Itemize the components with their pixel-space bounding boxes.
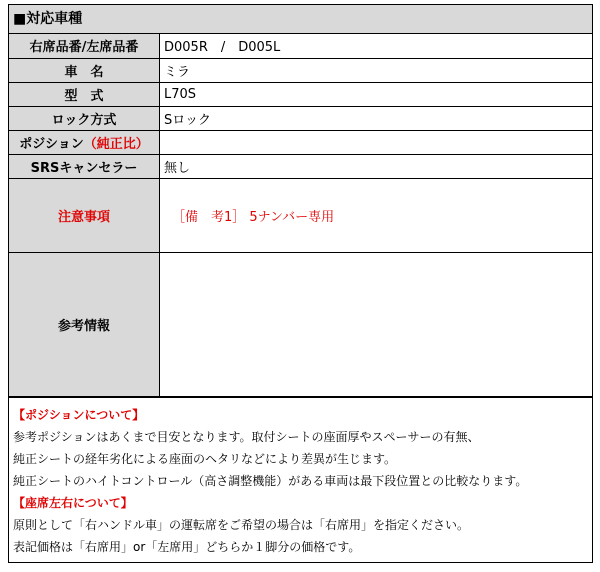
spec-table	[9, 34, 592, 397]
spec-row-part-number	[9, 34, 592, 58]
position-label	[9, 130, 160, 154]
car-name-label: 車 名	[9, 58, 160, 82]
caution-value: ［備 考1］ 5ナンバー専用	[160, 178, 593, 252]
notes-section	[9, 397, 592, 562]
spec-row-caution	[9, 178, 592, 252]
caution-label: 注意事項	[9, 178, 160, 252]
position-notes-heading: 【ポジションについて】	[13, 407, 145, 422]
seat-note-line: 原則として「右ハンドル車」の運転席をご希望の場合は「右席用」を指定ください。	[13, 517, 470, 532]
reference-value	[160, 252, 593, 396]
spec-row-lock-type	[9, 106, 592, 130]
sheet-title: ■対応車種	[9, 5, 592, 34]
seat-note-line: 表記価格は「右席用」or「左席用」どちらか１脚分の価格です。	[13, 539, 361, 554]
spec-row-car-name	[9, 58, 592, 82]
position-label-suffix: （純正比）	[83, 136, 149, 152]
reference-label: 参考情報	[9, 252, 160, 396]
position-label-text: ポジション	[19, 136, 84, 152]
lock-type-label: ロック方式	[9, 106, 160, 130]
position-value	[160, 130, 593, 154]
spec-row-model	[9, 82, 592, 106]
spec-row-reference	[9, 252, 592, 396]
position-note-line: 純正シートの経年劣化による座面のヘタリなどにより差異が生じます。	[13, 451, 397, 466]
lock-type-value: Sロック	[160, 106, 593, 130]
srs-value: 無し	[160, 154, 593, 178]
model-label: 型 式	[9, 82, 160, 106]
position-note-line: 参考ポジションはあくまで目安となります。取付シートの座面厚やスペーサーの有無、	[13, 429, 480, 444]
spec-row-srs	[9, 154, 592, 178]
spec-row-position	[9, 130, 592, 154]
seat-notes-heading: 【座席左右について】	[13, 495, 133, 510]
vehicle-compatibility-sheet	[8, 4, 593, 563]
model-value: L70S	[160, 82, 593, 106]
part-number-label: 右席品番/左席品番	[9, 34, 160, 58]
position-note-line: 純正シートのハイトコントロール（高さ調整機能）がある車両は最下段位置との比較なります。	[13, 473, 528, 488]
part-number-value: D005R / D005L	[160, 34, 593, 58]
car-name-value: ミラ	[160, 58, 593, 82]
srs-label: SRSキャンセラー	[9, 154, 160, 178]
